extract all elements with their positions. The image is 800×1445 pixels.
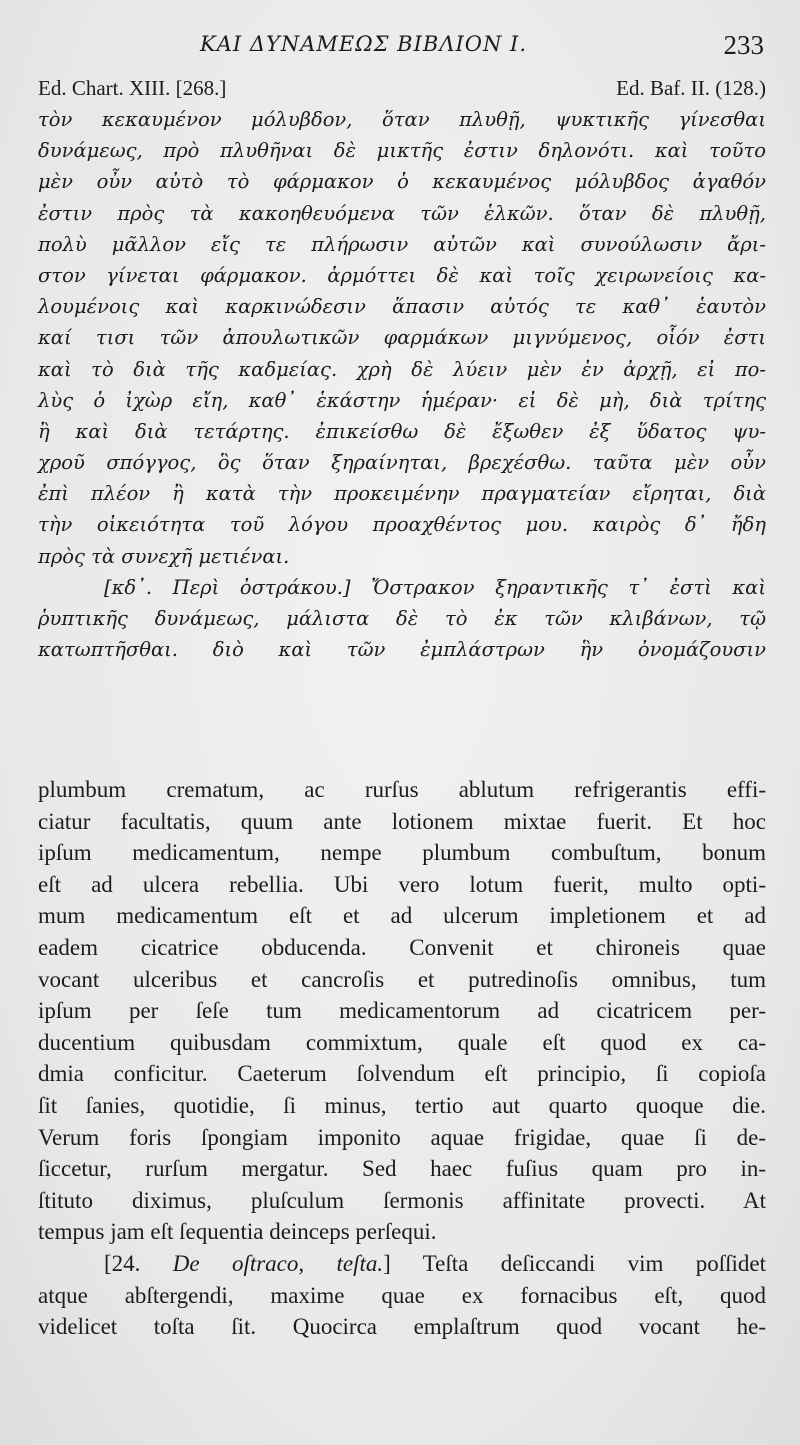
latin-line: ſiccetur, rurſum mergatur. Sed haec fuſius quam pro in-: [38, 1156, 766, 1182]
latin-line: ciatur facultatis, quum ante lotionem mixtae fuerit. Et hoc: [38, 808, 766, 834]
section-first-sentence: Teſta deſiccandi vim poſſidet: [422, 1250, 766, 1276]
greek-line: ἐστιν πρὸς τὰ κακοηθευόμενα τῶν ἑλκῶν. ὅταν δὲ πλυθῇ,: [38, 201, 766, 225]
greek-line: πολὺ μᾶλλον εἴς τε πλήρωσιν αὐτῶν καὶ συνούλωσιν ἄρι-: [38, 232, 766, 256]
latin-text-block: [38, 774, 766, 1343]
greek-line: λουμένοις καὶ καρκινώδεσιν ἅπασιν αὐτός τε καθ᾽ ἑαυτὸν: [38, 295, 766, 319]
greek-line: ῥυπτικῆς δυνάμεως, μάλιστα δὲ τὸ ἐκ τῶν κλιβάνων, τῷ: [38, 607, 766, 630]
greek-line: πρὸς τὰ συνεχῆ μετιέναι.: [38, 544, 290, 568]
latin-line: atque abſtergendi, maxime quae ex fornacibus eſt, quod: [38, 1282, 766, 1308]
greek-line: δυνάμεως, πρὸ πλυθῆναι δὲ μικτῆς ἐστιν δηλονότι. καὶ τοῦτο: [38, 139, 766, 163]
greek-line: ἢ καὶ διὰ τετάρτης. ἐπικείσθω δὲ ἔξωθεν ἐξ ὕδατος ψυ-: [38, 419, 766, 443]
section-open-bracket: [: [104, 1250, 112, 1276]
greek-line: μὲν οὖν αὐτὸ τὸ φάρμακον ὁ κεκαυμένος μόλυβδος ἀγαθόν: [38, 170, 766, 194]
latin-line: tempus jam eſt ſequentia deinceps perſequi.: [38, 1219, 437, 1245]
greek-line: χροῦ σπόγγος, ὃς ὅταν ξηραίνηται, βρεχέσθω. ταῦτα μὲν οὖν: [38, 451, 766, 475]
section-number: 24.: [111, 1250, 141, 1276]
greek-line: τὴν οἰκειότητα τοῦ λόγου προαχθέντος μου. καιρὸς δ᾽ ἤδη: [38, 513, 766, 537]
latin-line: ſtituto diximus, pluſculum ſermonis affinitate provecti. At: [38, 1187, 766, 1213]
greek-line: ἐπὶ πλέον ἢ κατὰ τὴν προκειμένην πραγματείαν εἴρηται, διὰ: [38, 482, 766, 506]
greek-text-block: [38, 104, 766, 665]
running-title: ΚΑΙ ΔΥΝΑΜΕΩΣ ΒΙΒΛΙΟΝ Ι.: [200, 32, 528, 56]
latin-line: dmia conficitur. Caeterum ſolvendum eſt principio, ſi copioſa: [38, 1061, 766, 1087]
section-title: De oſtraco, teſta.: [172, 1250, 384, 1276]
greek-line: κατωπτῆσθαι. διὸ καὶ τῶν ἐμπλάστρων ἣν ὀνομάζουσιν: [38, 638, 766, 662]
edition-reference-line: [38, 76, 766, 106]
latin-line: ducentium quibusdam commixtum, quale eſt quod ex ca-: [38, 1029, 766, 1055]
greek-line: καί τισι τῶν ἀπουλωτικῶν φαρμάκων μιγνύμενος, οἷόν ἐστι: [38, 326, 766, 350]
latin-line: eſt ad ulcera rebellia. Ubi vero lotum fuerit, multo opti-: [38, 871, 766, 897]
latin-line: plumbum crematum, ac rurſus ablutum refrigerantis effi-: [38, 777, 766, 802]
greek-line: καὶ τὸ διὰ τῆς καδμείας. χρὴ δὲ λύειν μὲν ἐν ἀρχῇ, εἰ πο-: [38, 357, 766, 381]
greek-section-heading-line: [κδ᾽. Περὶ ὀστράκου.] Ὄστρακον ξηραντικῆς τ᾽ ἐστὶ καὶ: [104, 575, 766, 599]
latin-line: videlicet toſta ſit. Quocirca emplaſtrum quod vocant he-: [38, 1314, 766, 1340]
latin-line: mum medicamentum eſt et ad ulcerum impletionem et ad: [38, 903, 766, 929]
latin-line: Verum foris ſpongiam imponito aquae frigidae, quae ſi de-: [38, 1124, 766, 1150]
latin-line: vocant ulceribus et cancroſis et putredinoſis omnibus, tum: [38, 966, 766, 992]
page-number: 233: [723, 30, 764, 60]
latin-line: ipſum medicamentum, nempe plumbum combuſtum, bonum: [38, 840, 766, 866]
section-close-bracket: ]: [383, 1250, 391, 1276]
latin-section-heading-line: [38, 1248, 766, 1280]
greek-line: τὸν κεκαυμένον μόλυβδον, ὅταν πλυθῇ, ψυκτικῆς γίνεσθαι: [38, 108, 766, 131]
latin-line: ſit ſanies, quotidie, ſi minus, tertio aut quarto quoque die.: [38, 1092, 766, 1118]
edition-basel-reference: Ed. Baf. II. (128.): [616, 76, 766, 100]
greek-line: στον γίνεται φάρμακον. ἁρμόττει δὲ καὶ τοῖς χειρωνείοις κα-: [38, 263, 766, 287]
latin-line: eadem cicatrice obducenda. Convenit et chironeis quae: [38, 934, 766, 960]
latin-line: ipſum per ſeſe tum medicamentorum ad cicatricem per-: [38, 998, 766, 1024]
greek-line: λὺς ὁ ἰχὼρ εἴη, καθ᾽ ἑκάστην ἡμέραν· εἰ δὲ μὴ, διὰ τρίτης: [38, 388, 766, 412]
running-head: [0, 28, 800, 68]
edition-chartier-reference: Ed. Chart. XIII. [268.]: [38, 76, 227, 100]
